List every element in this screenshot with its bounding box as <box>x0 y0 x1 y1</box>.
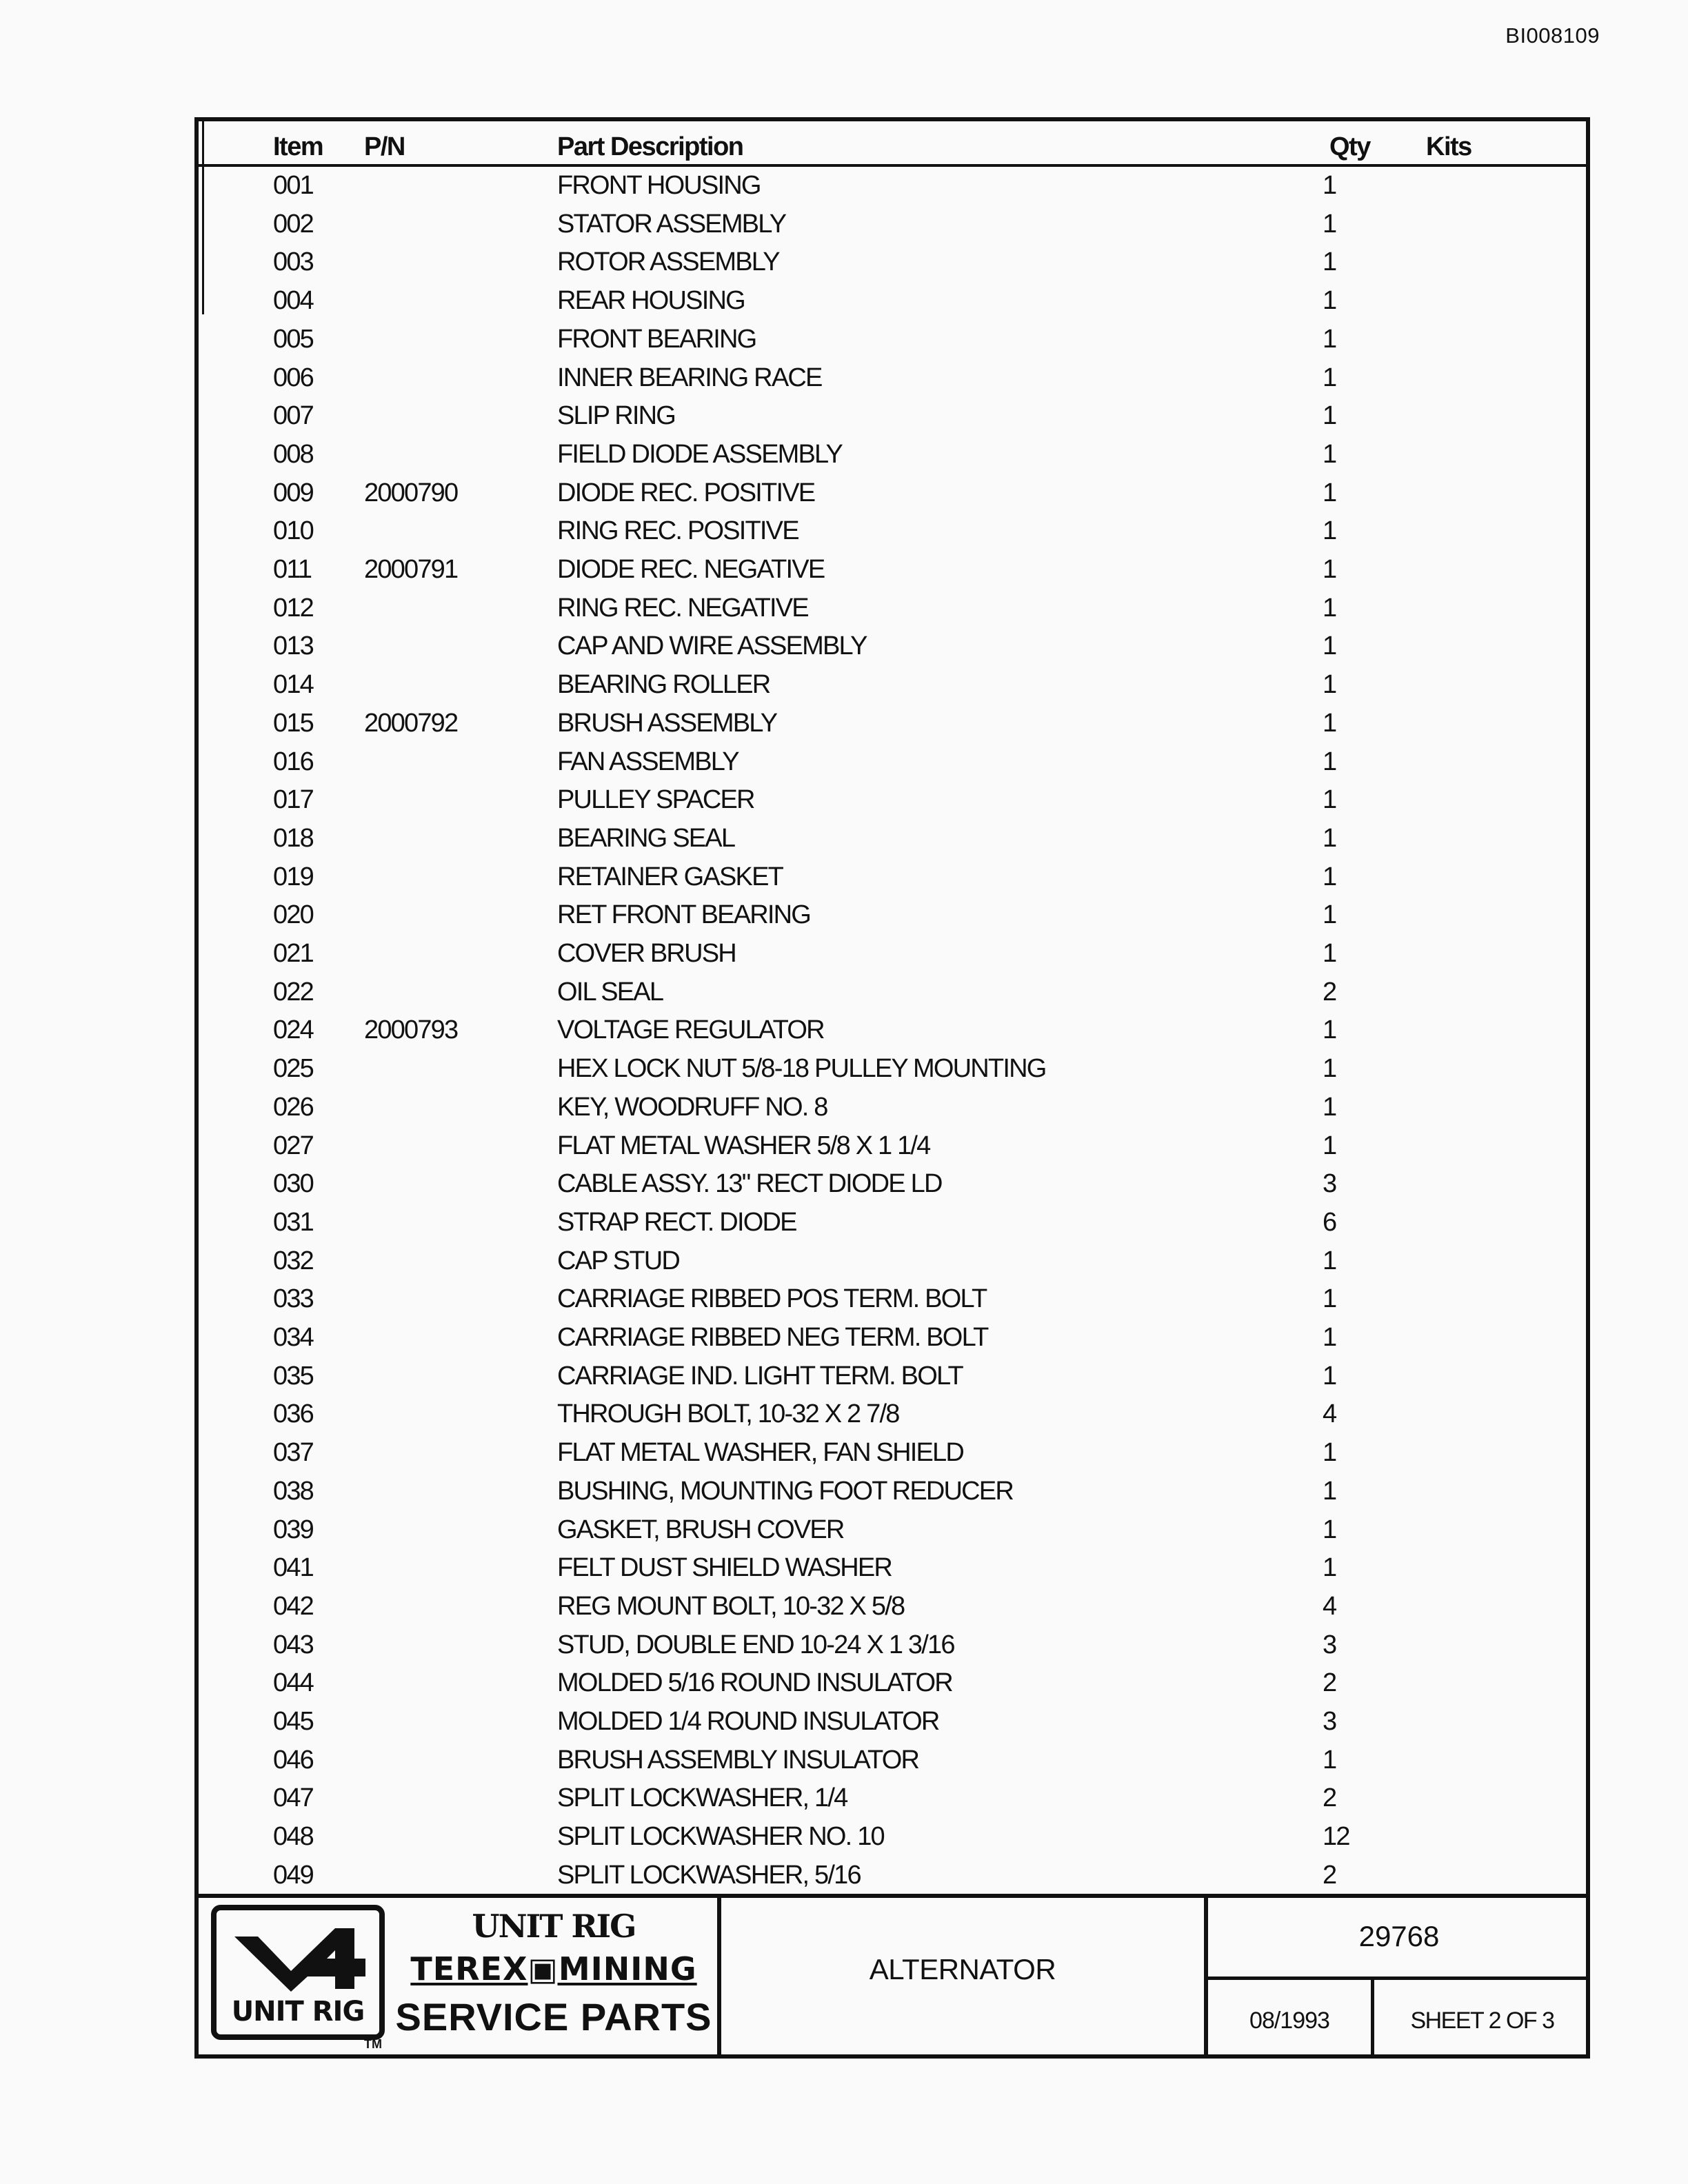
table-row <box>199 1668 1586 1707</box>
row-qty: 1 <box>1323 247 1336 277</box>
row-qty: 1 <box>1323 747 1336 776</box>
row-qty: 1 <box>1323 209 1336 239</box>
row-qty: 1 <box>1323 286 1336 316</box>
table-row <box>199 670 1586 709</box>
row-qty: 1 <box>1323 823 1336 853</box>
row-pn: 2000791 <box>364 555 458 584</box>
row-description: FIELD DIODE ASSEMBLY <box>557 439 843 469</box>
table-row <box>199 594 1586 632</box>
row-description: CARRIAGE IND. LIGHT TERM. BOLT <box>557 1361 963 1391</box>
brand-terex-mining: TEREX▣MINING <box>410 1950 697 1988</box>
title-block <box>199 1894 1586 2054</box>
row-item: 018 <box>273 823 314 853</box>
row-description: FRONT HOUSING <box>557 171 761 200</box>
table-row <box>199 247 1586 286</box>
row-description: RING REC. POSITIVE <box>557 516 798 546</box>
row-qty: 1 <box>1323 1131 1336 1160</box>
row-qty: 1 <box>1323 1015 1336 1045</box>
row-qty: 1 <box>1323 1054 1336 1084</box>
row-item: 008 <box>273 439 314 469</box>
row-item: 046 <box>273 1745 314 1775</box>
unit-rig-logo <box>211 1905 385 2040</box>
table-row <box>199 440 1586 478</box>
row-item: 012 <box>273 593 314 623</box>
row-item: 006 <box>273 363 314 392</box>
brand-service-parts: SERVICE PARTS <box>395 1995 712 2039</box>
row-item: 036 <box>273 1399 314 1429</box>
row-qty: 4 <box>1323 1399 1336 1429</box>
row-item: 011 <box>273 555 312 584</box>
table-row <box>199 363 1586 402</box>
row-description: FRONT BEARING <box>557 324 756 354</box>
row-qty: 1 <box>1323 1323 1336 1352</box>
parts-list-frame <box>194 117 1590 2059</box>
row-item: 009 <box>273 478 314 507</box>
row-item: 005 <box>273 324 314 354</box>
row-qty: 1 <box>1323 670 1336 700</box>
table-row <box>199 1323 1586 1362</box>
header-item: Item <box>273 132 323 161</box>
row-qty: 1 <box>1323 1246 1336 1275</box>
row-item: 030 <box>273 1169 314 1199</box>
row-description: FLAT METAL WASHER, FAN SHIELD <box>557 1438 963 1468</box>
document-id: BI008109 <box>1505 23 1600 48</box>
table-row <box>199 1015 1586 1054</box>
row-item: 044 <box>273 1668 314 1698</box>
row-item: 013 <box>273 631 314 661</box>
sheet-cell <box>1374 1980 1590 2054</box>
row-item: 016 <box>273 747 314 776</box>
row-qty: 1 <box>1323 439 1336 469</box>
table-row <box>199 785 1586 824</box>
table-row <box>199 1169 1586 1208</box>
number-cell <box>1208 1894 1590 1980</box>
row-description: SPLIT LOCKWASHER NO. 10 <box>557 1822 884 1852</box>
header-pn: P/N <box>364 132 405 161</box>
table-row <box>199 286 1586 325</box>
row-qty: 1 <box>1323 1553 1336 1583</box>
row-pn: 2000792 <box>364 708 458 738</box>
row-description: REG MOUNT BOLT, 10-32 X 5/8 <box>557 1591 905 1621</box>
row-qty: 1 <box>1323 1745 1336 1775</box>
row-qty: 2 <box>1323 1668 1336 1698</box>
row-qty: 1 <box>1323 1092 1336 1122</box>
row-qty: 1 <box>1323 708 1336 738</box>
row-description: DIODE REC. NEGATIVE <box>557 555 825 584</box>
row-item: 031 <box>273 1207 314 1237</box>
row-description: CARRIAGE RIBBED POS TERM. BOLT <box>557 1284 987 1314</box>
row-description: CAP AND WIRE ASSEMBLY <box>557 631 867 661</box>
row-description: BUSHING, MOUNTING FOOT REDUCER <box>557 1476 1013 1506</box>
row-qty: 2 <box>1323 1783 1336 1813</box>
table-row <box>199 1515 1586 1554</box>
table-row <box>199 1093 1586 1131</box>
row-item: 019 <box>273 862 314 891</box>
row-item: 043 <box>273 1630 314 1659</box>
row-qty: 1 <box>1323 516 1336 546</box>
table-row <box>199 709 1586 747</box>
row-qty: 1 <box>1323 1438 1336 1468</box>
row-qty: 6 <box>1323 1207 1336 1237</box>
row-qty: 12 <box>1323 1822 1349 1852</box>
row-qty: 1 <box>1323 171 1336 200</box>
row-description: CAP STUD <box>557 1246 680 1275</box>
table-row <box>199 210 1586 248</box>
row-description: VOLTAGE REGULATOR <box>557 1015 824 1045</box>
row-description: ROTOR ASSEMBLY <box>557 247 779 277</box>
table-row <box>199 1246 1586 1285</box>
row-item: 047 <box>273 1783 314 1813</box>
table-row <box>199 1707 1586 1746</box>
brand-unit-rig: UNIT RIG <box>472 1908 636 1945</box>
row-description: SLIP RING <box>557 401 676 431</box>
table-row <box>199 1362 1586 1400</box>
row-qty: 4 <box>1323 1591 1336 1621</box>
row-qty: 1 <box>1323 1361 1336 1391</box>
row-description: COVER BRUSH <box>557 939 736 968</box>
table-row <box>199 1208 1586 1246</box>
row-description: STATOR ASSEMBLY <box>557 209 786 239</box>
row-description: SPLIT LOCKWASHER, 1/4 <box>557 1783 847 1813</box>
row-description: MOLDED 5/16 ROUND INSULATOR <box>557 1668 952 1698</box>
row-item: 001 <box>273 171 314 200</box>
row-qty: 1 <box>1323 555 1336 584</box>
table-row <box>199 1553 1586 1592</box>
logo-text: UNIT RIG <box>231 1996 365 2028</box>
row-item: 041 <box>273 1553 314 1583</box>
row-description: KEY, WOODRUFF NO. 8 <box>557 1092 827 1122</box>
row-item: 042 <box>273 1591 314 1621</box>
row-qty: 1 <box>1323 478 1336 507</box>
row-qty: 1 <box>1323 324 1336 354</box>
table-row <box>199 1438 1586 1477</box>
header-qty: Qty <box>1329 132 1370 161</box>
row-item: 049 <box>273 1860 314 1890</box>
row-item: 048 <box>273 1822 314 1852</box>
table-row <box>199 1131 1586 1170</box>
row-description: MOLDED 1/4 ROUND INSULATOR <box>557 1707 939 1736</box>
parts-table <box>199 121 1586 1898</box>
row-description: THROUGH BOLT, 10-32 X 2 7/8 <box>557 1399 899 1429</box>
table-row <box>199 1399 1586 1438</box>
row-description: RET FRONT BEARING <box>557 900 811 930</box>
row-qty: 1 <box>1323 785 1336 815</box>
row-qty: 1 <box>1323 593 1336 623</box>
table-row <box>199 1822 1586 1861</box>
table-row <box>199 747 1586 786</box>
table-row <box>199 1630 1586 1669</box>
row-item: 021 <box>273 939 314 968</box>
row-qty: 1 <box>1323 862 1336 891</box>
row-item: 004 <box>273 286 314 316</box>
logo-cell <box>199 1894 721 2054</box>
table-row <box>199 900 1586 939</box>
table-row <box>199 862 1586 901</box>
row-description: DIODE REC. POSITIVE <box>557 478 815 507</box>
row-item: 045 <box>273 1707 314 1736</box>
row-description: BRUSH ASSEMBLY <box>557 708 777 738</box>
table-row <box>199 516 1586 555</box>
row-description: RETAINER GASKET <box>557 862 783 891</box>
row-description: REAR HOUSING <box>557 286 745 316</box>
row-item: 024 <box>273 1015 314 1045</box>
row-item: 037 <box>273 1438 314 1468</box>
row-item: 020 <box>273 900 314 930</box>
table-row <box>199 171 1586 210</box>
row-item: 007 <box>273 401 314 431</box>
table-header <box>199 121 1586 167</box>
table-row <box>199 1746 1586 1784</box>
header-kits: Kits <box>1426 132 1471 161</box>
table-row <box>199 939 1586 978</box>
row-description: OIL SEAL <box>557 977 663 1007</box>
row-item: 032 <box>273 1246 314 1275</box>
row-description: FLAT METAL WASHER 5/8 X 1 1/4 <box>557 1131 930 1160</box>
document-date: 08/1993 <box>1249 2008 1329 2034</box>
row-item: 025 <box>273 1054 314 1084</box>
row-qty: 2 <box>1323 977 1336 1007</box>
unit-rig-logo-icon <box>232 1923 367 1999</box>
row-item: 027 <box>273 1131 314 1160</box>
title-cell <box>721 1894 1208 2054</box>
row-description: PULLEY SPACER <box>557 785 754 815</box>
sheet-number: SHEET 2 OF 3 <box>1410 2008 1554 2034</box>
row-item: 003 <box>273 247 314 277</box>
row-item: 010 <box>273 516 314 546</box>
row-qty: 1 <box>1323 631 1336 661</box>
row-qty: 1 <box>1323 363 1336 392</box>
row-item: 002 <box>273 209 314 239</box>
table-row <box>199 1284 1586 1323</box>
row-description: CARRIAGE RIBBED NEG TERM. BOLT <box>557 1323 988 1352</box>
row-item: 035 <box>273 1361 314 1391</box>
row-item: 039 <box>273 1515 314 1544</box>
table-row <box>199 1783 1586 1822</box>
row-item: 017 <box>273 785 314 815</box>
table-row <box>199 631 1586 670</box>
row-item: 022 <box>273 977 314 1007</box>
table-row <box>199 555 1586 594</box>
row-item: 033 <box>273 1284 314 1314</box>
row-qty: 1 <box>1323 939 1336 968</box>
row-description: BEARING ROLLER <box>557 670 770 700</box>
row-description: FELT DUST SHIELD WASHER <box>557 1553 892 1583</box>
row-item: 014 <box>273 670 314 700</box>
row-item: 034 <box>273 1323 314 1352</box>
document-title: ALTERNATOR <box>869 1953 1056 1985</box>
row-item: 038 <box>273 1476 314 1506</box>
table-row <box>199 478 1586 517</box>
row-item: 026 <box>273 1092 314 1122</box>
row-description: STUD, DOUBLE END 10-24 X 1 3/16 <box>557 1630 954 1659</box>
row-description: SPLIT LOCKWASHER, 5/16 <box>557 1860 861 1890</box>
table-row <box>199 325 1586 363</box>
table-row <box>199 1477 1586 1515</box>
row-description: CABLE ASSY. 13" RECT DIODE LD <box>557 1169 942 1199</box>
row-item: 015 <box>273 708 314 738</box>
row-qty: 1 <box>1323 1515 1336 1544</box>
table-row <box>199 1054 1586 1093</box>
row-description: BEARING SEAL <box>557 823 735 853</box>
table-row <box>199 978 1586 1016</box>
trademark-mark: TM <box>364 2037 382 2051</box>
header-description: Part Description <box>557 132 743 161</box>
row-qty: 1 <box>1323 1284 1336 1314</box>
row-description: STRAP RECT. DIODE <box>557 1207 796 1237</box>
row-qty: 2 <box>1323 1860 1336 1890</box>
row-description: BRUSH ASSEMBLY INSULATOR <box>557 1745 919 1775</box>
row-qty: 1 <box>1323 401 1336 431</box>
row-qty: 3 <box>1323 1707 1336 1736</box>
row-pn: 2000793 <box>364 1015 458 1045</box>
row-description: RING REC. NEGATIVE <box>557 593 808 623</box>
row-qty: 3 <box>1323 1169 1336 1199</box>
table-row <box>199 824 1586 862</box>
row-description: GASKET, BRUSH COVER <box>557 1515 844 1544</box>
row-qty: 1 <box>1323 900 1336 930</box>
date-cell <box>1208 1980 1374 2054</box>
table-row <box>199 401 1586 440</box>
row-description: INNER BEARING RACE <box>557 363 822 392</box>
table-row <box>199 1592 1586 1630</box>
row-qty: 1 <box>1323 1476 1336 1506</box>
row-pn: 2000790 <box>364 478 458 507</box>
row-description: HEX LOCK NUT 5/8-18 PULLEY MOUNTING <box>557 1054 1046 1084</box>
row-qty: 3 <box>1323 1630 1336 1659</box>
part-number: 29768 <box>1358 1920 1440 1952</box>
row-description: FAN ASSEMBLY <box>557 747 738 776</box>
